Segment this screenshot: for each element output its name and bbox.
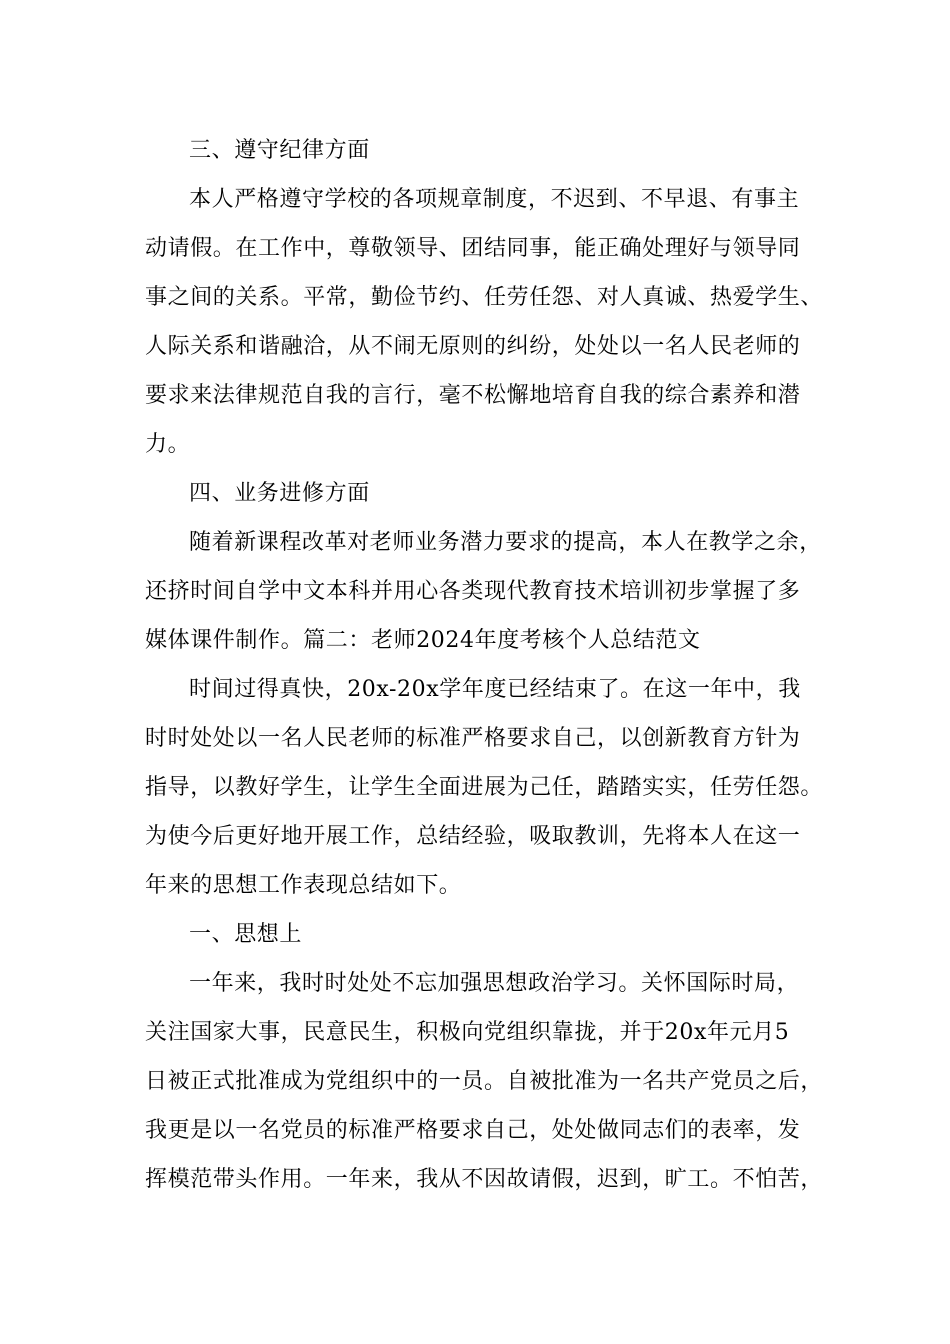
text-line: 要求来法律规范自我的言行，毫不松懈地培育自我的综合素养和潜: [145, 383, 801, 408]
document-body: [145, 126, 830, 1204]
text-line: 随着新课程改革对老师业务潜力要求的提高，本人在教学之余，: [189, 530, 822, 555]
text-line: 一年来，我时时处处不忘加强思想政治学习。关怀国际时局，: [189, 971, 800, 996]
text-line: 力。: [145, 432, 191, 457]
text-line: 还挤时间自学中文本科并用心各类现代教育技术培训初步掌握了多: [145, 579, 801, 604]
text-line: 动请假。在工作中，尊敬领导、团结同事，能正确处理好与领导同: [145, 236, 801, 261]
text-line: 时间过得真快，20x-20x学年度已经结束了。在这一年中，我: [189, 677, 801, 702]
text-line: 年来的思想工作表现总结如下。: [145, 873, 462, 898]
text-line: 挥模范带头作用。一年来，我从不因故请假，迟到，旷工。不怕苦，: [145, 1167, 824, 1192]
text-line: 事之间的关系。平常，勤俭节约、任劳任怨、对人真诚、热爱学生、: [145, 285, 824, 310]
text-line: 日被正式批准成为党组织中的一员。自被批准为一名共产党员之后，: [145, 1069, 824, 1094]
text-line: 为使今后更好地开展工作，总结经验，吸取教训，先将本人在这一: [145, 824, 801, 849]
text-line: 四、业务进修方面: [189, 481, 370, 506]
text-line: 我更是以一名党员的标准严格要求自己，处处做同志们的表率，发: [145, 1118, 801, 1143]
text-line: 三、遵守纪律方面: [189, 138, 370, 163]
text-line: 时时处处以一名人民老师的标准严格要求自己，以创新教育方针为: [145, 726, 801, 751]
text-line: 媒体课件制作。篇二：老师2024年度考核个人总结范文: [145, 628, 701, 653]
text-line: 本人严格遵守学校的各项规章制度，不迟到、不早退、有事主: [189, 187, 800, 212]
text-line: 指导，以教好学生，让学生全面进展为己任，踏踏实实，任劳任怨。: [145, 775, 824, 800]
text-line: 人际关系和谐融洽，从不闹无原则的纠纷，处处以一名人民老师的: [145, 334, 801, 359]
text-line: 关注国家大事，民意民生，积极向党组织靠拢，并于20x年元月5: [145, 1020, 790, 1045]
text-line: 一、思想上: [189, 922, 303, 947]
